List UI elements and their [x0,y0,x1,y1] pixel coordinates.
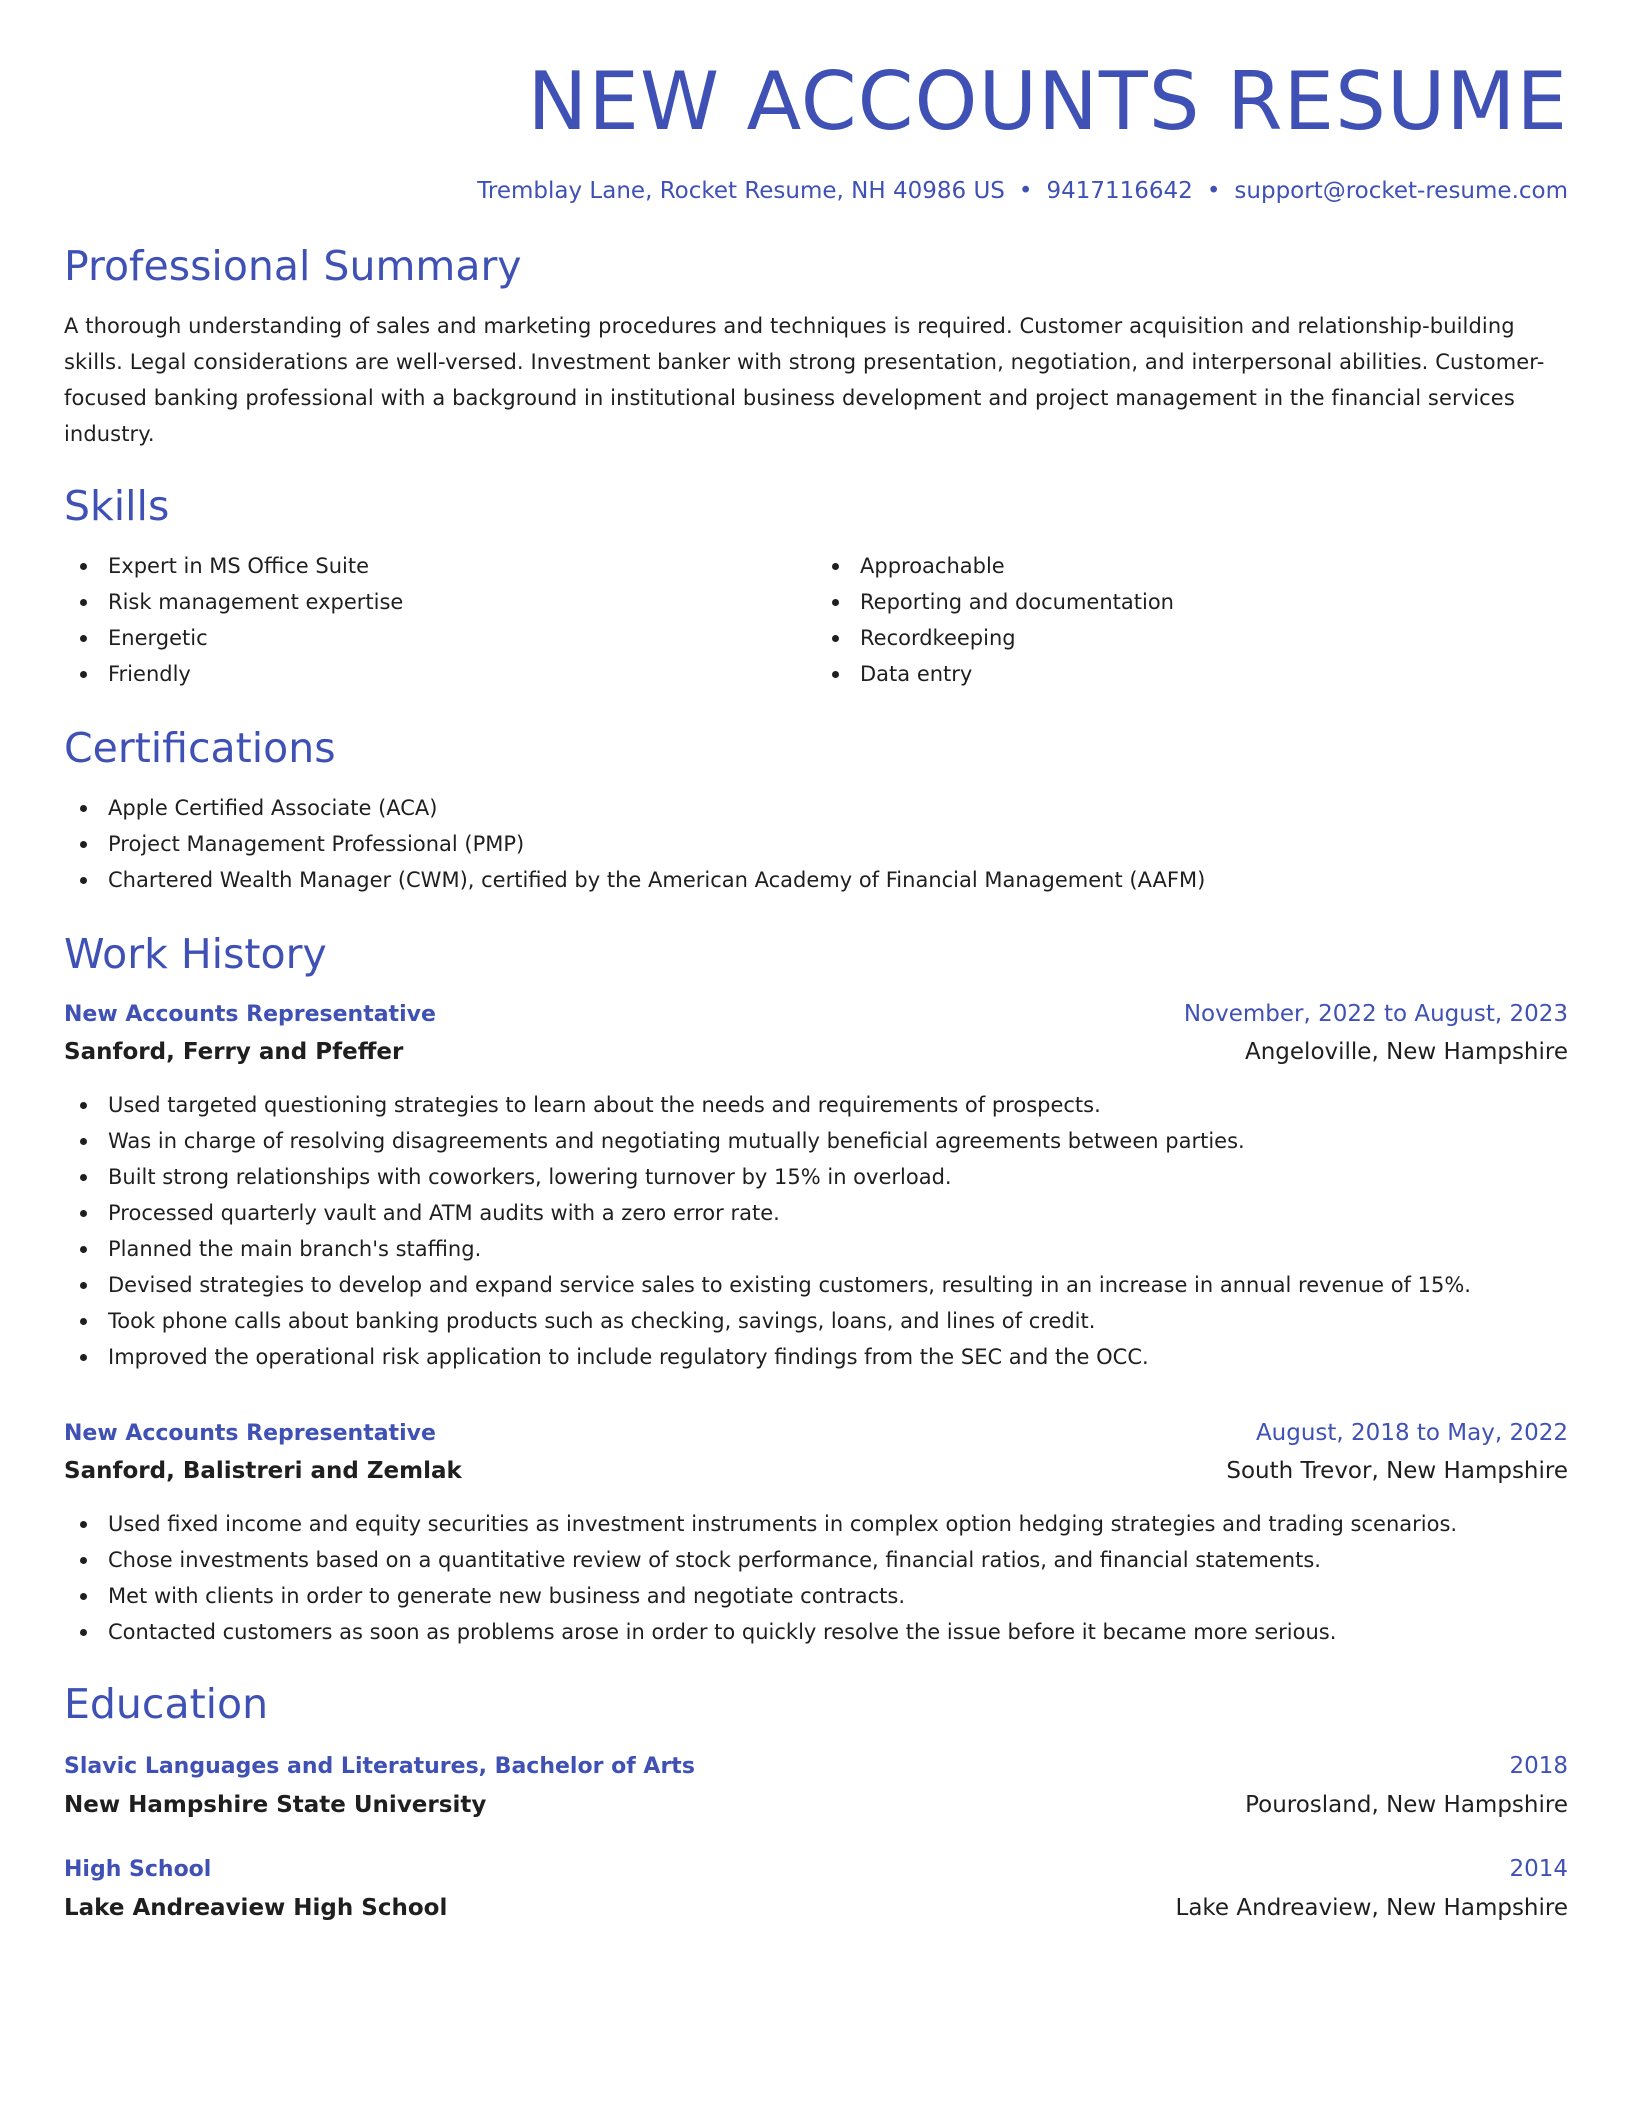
job-title: New Accounts Representative [64,1421,436,1446]
job-bullet: Took phone calls about banking products such as checking, savings, loans, and lines of credit. [64,1303,1568,1339]
education-header-row [64,1851,1568,1888]
education-header-row [64,1748,1568,1785]
job-dates: November, 2022 to August, 2023 [1183,1001,1568,1027]
education-entry [64,1748,1568,1825]
section-title-certifications: Certifications [64,724,336,772]
skill-item: Friendly [64,656,816,692]
job-company: Sanford, Balistreri and Zemlak [64,1458,462,1484]
certification-item: Project Management Professional (PMP) [64,826,1568,862]
skills-column-left [64,548,816,692]
skill-item: Reporting and documentation [816,584,1568,620]
education-degree: Slavic Languages and Literatures, Bachelor of Arts [64,1754,695,1779]
skills-column-right [816,548,1568,692]
skill-item: Energetic [64,620,816,656]
contact-separator: • [1206,178,1221,204]
job-entry [64,996,1568,1375]
education-location: Lake Andreaview, New Hampshire [1175,1895,1568,1921]
skill-item: Expert in MS Office Suite [64,548,816,584]
resume-header [64,56,1568,206]
job-bullet: Contacted customers as soon as problems arose in order to quickly resolve the issue before it became more serious. [64,1614,1568,1650]
job-bullet: Built strong relationships with coworkers, lowering turnover by 15% in overload. [64,1159,1568,1195]
skills-list-left [64,548,816,692]
certification-item: Apple Certified Associate (ACA) [64,790,1568,826]
summary-text: A thorough understanding of sales and marketing procedures and techniques is required. Customer acquisition and relationship-building skills. Legal considerations are well-versed. Investment banker with strong presentation, negotiation, and interpersonal abilities. Customer-focused banking professional with a background in institutional business development and project management in the financial services industry. [64,314,1545,446]
section-title-work-history: Work History [64,930,327,978]
job-bullet: Was in charge of resolving disagreements and negotiating mutually beneficial agreements between parties. [64,1123,1568,1159]
certifications-list [64,790,1568,898]
contact-line [64,176,1568,206]
job-company-row [64,1033,1568,1071]
skill-item: Risk management expertise [64,584,816,620]
education-section [64,1678,1568,1928]
job-bullet: Planned the main branch's staffing. [64,1231,1568,1267]
job-bullet: Processed quarterly vault and ATM audits with a zero error rate. [64,1195,1568,1231]
education-school: Lake Andreaview High School [64,1895,448,1921]
education-year: 2018 [1509,1753,1568,1779]
education-degree: High School [64,1857,212,1882]
job-location: South Trevor, New Hampshire [1226,1458,1568,1484]
education-entry [64,1851,1568,1928]
section-title-summary: Professional Summary [64,242,522,290]
section-title-education: Education [64,1680,269,1728]
job-dates: August, 2018 to May, 2022 [1255,1420,1568,1446]
skill-item: Data entry [816,656,1568,692]
education-school: New Hampshire State University [64,1792,487,1818]
summary-section [64,240,1568,452]
skill-item: Approachable [816,548,1568,584]
job-title: New Accounts Representative [64,1002,436,1027]
certifications-section [64,722,1568,898]
job-bullet: Improved the operational risk application to include regulatory findings from the SEC and the OCC. [64,1339,1568,1375]
resume-name: NEW ACCOUNTS RESUME [527,55,1568,148]
education-year: 2014 [1509,1856,1568,1882]
job-company: Sanford, Ferry and Pfeffer [64,1039,404,1065]
section-title-skills: Skills [64,482,170,530]
skills-grid [64,548,1568,692]
job-location: Angeloville, New Hampshire [1245,1039,1568,1065]
certification-item: Chartered Wealth Manager (CWM), certified by the American Academy of Financial Management (AAFM) [64,862,1568,898]
contact-email[interactable]: support@rocket-resume.com [1234,178,1568,204]
skill-item: Recordkeeping [816,620,1568,656]
job-bullet: Met with clients in order to generate new business and negotiate contracts. [64,1578,1568,1614]
job-bullet: Used fixed income and equity securities as investment instruments in complex option hedging strategies and trading scenarios. [64,1506,1568,1542]
skills-section [64,480,1568,692]
contact-phone: 9417116642 [1046,178,1193,204]
education-location: Pourosland, New Hampshire [1245,1792,1568,1818]
contact-separator: • [1018,178,1033,204]
job-header-row [64,996,1568,1033]
education-school-row [64,1888,1568,1928]
education-school-row [64,1785,1568,1825]
job-company-row [64,1452,1568,1490]
job-bullet: Devised strategies to develop and expand service sales to existing customers, resulting in an increase in annual revenue of 15%. [64,1267,1568,1303]
job-header-row [64,1415,1568,1452]
job-entry [64,1415,1568,1650]
job-bullets [64,1506,1568,1650]
contact-address: Tremblay Lane, Rocket Resume, NH 40986 US [477,178,1005,204]
job-bullet: Chose investments based on a quantitative review of stock performance, financial ratios, and financial statements. [64,1542,1568,1578]
skills-list-right [816,548,1568,692]
job-bullet: Used targeted questioning strategies to learn about the needs and requirements of prospects. [64,1087,1568,1123]
work-history-section [64,928,1568,1650]
job-bullets [64,1087,1568,1375]
